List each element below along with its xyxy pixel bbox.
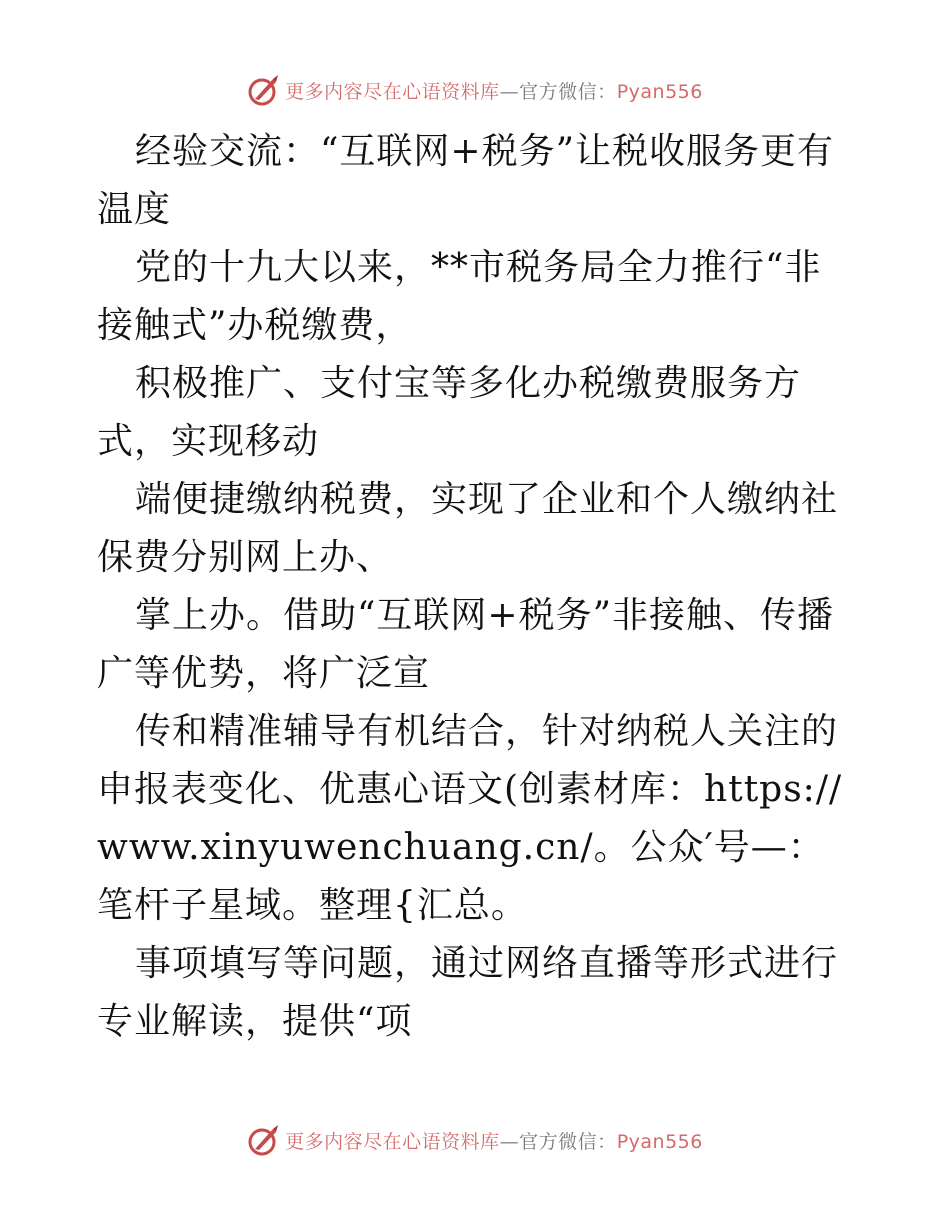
watermark-official-label: 官方微信： xyxy=(519,1130,617,1153)
paragraph: 事项填写等问题，通过网络直播等形式进行专业解读，提供“项 xyxy=(97,943,839,1042)
paragraph: 积极推广、支付宝等多化办税缴费服务方式，实现移动 xyxy=(97,363,802,462)
paragraph: 传和精准辅导有机结合，针对纳税人关注的申报表变化、优惠心语文(创素材库：https://www.xinyuwenchuang.cn/。公众′号—：笔杆子星域。整理{汇总。 xyxy=(97,711,843,926)
watermark-text xyxy=(285,77,703,104)
watermark-wechat-id: Pyan556 xyxy=(616,80,703,103)
watermark-dash: — xyxy=(499,80,520,103)
header-watermark xyxy=(0,70,950,110)
watermark-text xyxy=(285,1127,703,1154)
paragraph: 端便捷缴纳税费，实现了企业和个人缴纳社保费分别网上办、 xyxy=(97,479,839,578)
watermark-wechat-id: Pyan556 xyxy=(616,1130,703,1153)
paragraph: 掌上办。借助“互联网+税务”非接触、传播广等优势，将广泛宣 xyxy=(97,595,834,694)
watermark-site-text: 更多内容尽在心语资料库 xyxy=(285,80,500,103)
watermark-site-text: 更多内容尽在心语资料库 xyxy=(285,1130,500,1153)
paragraph: 党的十九大以来，**市税务局全力推行“非接触式”办税缴费， xyxy=(97,247,822,346)
quill-logo-icon xyxy=(247,1123,281,1157)
footer-watermark xyxy=(0,1120,950,1160)
document-body xyxy=(97,123,857,1051)
document-title: 经验交流：“互联网+税务”让税收服务更有温度 xyxy=(97,131,834,230)
quill-logo-icon xyxy=(247,73,281,107)
watermark-dash: — xyxy=(499,1130,520,1153)
watermark-official-label: 官方微信： xyxy=(519,80,617,103)
